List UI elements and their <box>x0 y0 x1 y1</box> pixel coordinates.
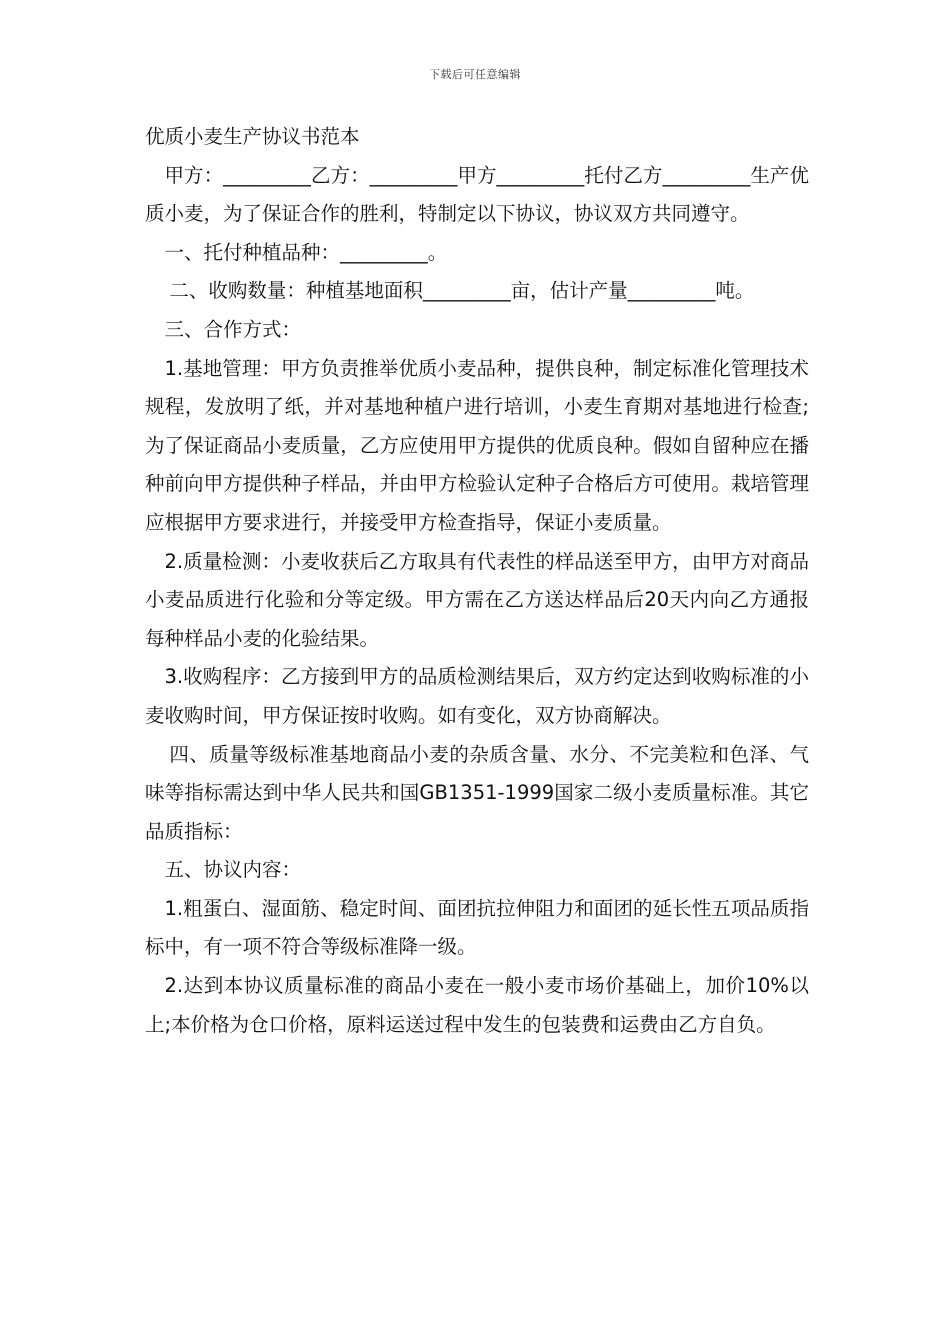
paragraph-item-pricing: 2.达到本协议质量标准的商品小麦在一般小麦市场价基础上，加价10%以上;本价格为仓口价格，原料运送过程中发生的包装费和运费由乙方自负。 <box>145 974 809 1036</box>
paragraph-parties: 甲方：_________乙方：_________甲方_________托付乙方_________生产优质小麦，为了保证合作的胜利，特制定以下协议，协议双方共同遵守。 <box>145 163 809 226</box>
paragraph-item-quality-indicators: 1.粗蛋白、湿面筋、稳定时间、面团抗拉伸阻力和面团的延长性五项品质指标中，有一项不符合等级标准降一级。 <box>145 896 809 959</box>
paragraph-section-2: 二、收购数量：种植基地面积_________亩，估计产量_________吨。 <box>169 279 755 303</box>
header-note: 下载后可任意编辑 <box>429 68 521 81</box>
document-title: 优质小麦生产协议书范本 <box>145 125 360 148</box>
paragraph-section-3: 三、合作方式： <box>164 317 302 341</box>
paragraph-section-4: 四、质量等级标准基地商品小麦的杂质含量、水分、不完美粒和色泽、气味等指标需达到中华人民共和国GB1351-1999国家二级小麦质量标准。其它品质指标： <box>145 742 809 843</box>
paragraph-section-1: 一、托付种植品种：_________。 <box>164 240 448 264</box>
document-body <box>145 118 809 1044</box>
paragraph-section-5: 五、协议内容： <box>164 858 302 882</box>
paragraph-item-quality-testing: 2.质量检测：小麦收获后乙方取具有代表性的样品送至甲方，由甲方对商品小麦品质进行化验和分等定级。甲方需在乙方送达样品后20天内向乙方通报每种样品小麦的化验结果。 <box>145 549 809 650</box>
paragraph-item-purchase-procedure: 3.收购程序：乙方接到甲方的品质检测结果后，双方约定达到收购标准的小麦收购时间，甲方保证按时收购。如有变化，双方协商解决。 <box>145 665 809 727</box>
paragraph-item-base-management: 1.基地管理：甲方负责推举优质小麦品种，提供良种，制定标准化管理技术规程，发放明了纸，并对基地种植户进行培训，小麦生育期对基地进行检查;为了保证商品小麦质量，乙方应使用甲方提供的优质良种。假如自留种应在播种前向甲方提供种子样品，并由甲方检验认定种子合格后方可使用。栽培管理应根据甲方要求进行，并接受甲方检查指导，保证小麦质量。 <box>145 356 809 534</box>
